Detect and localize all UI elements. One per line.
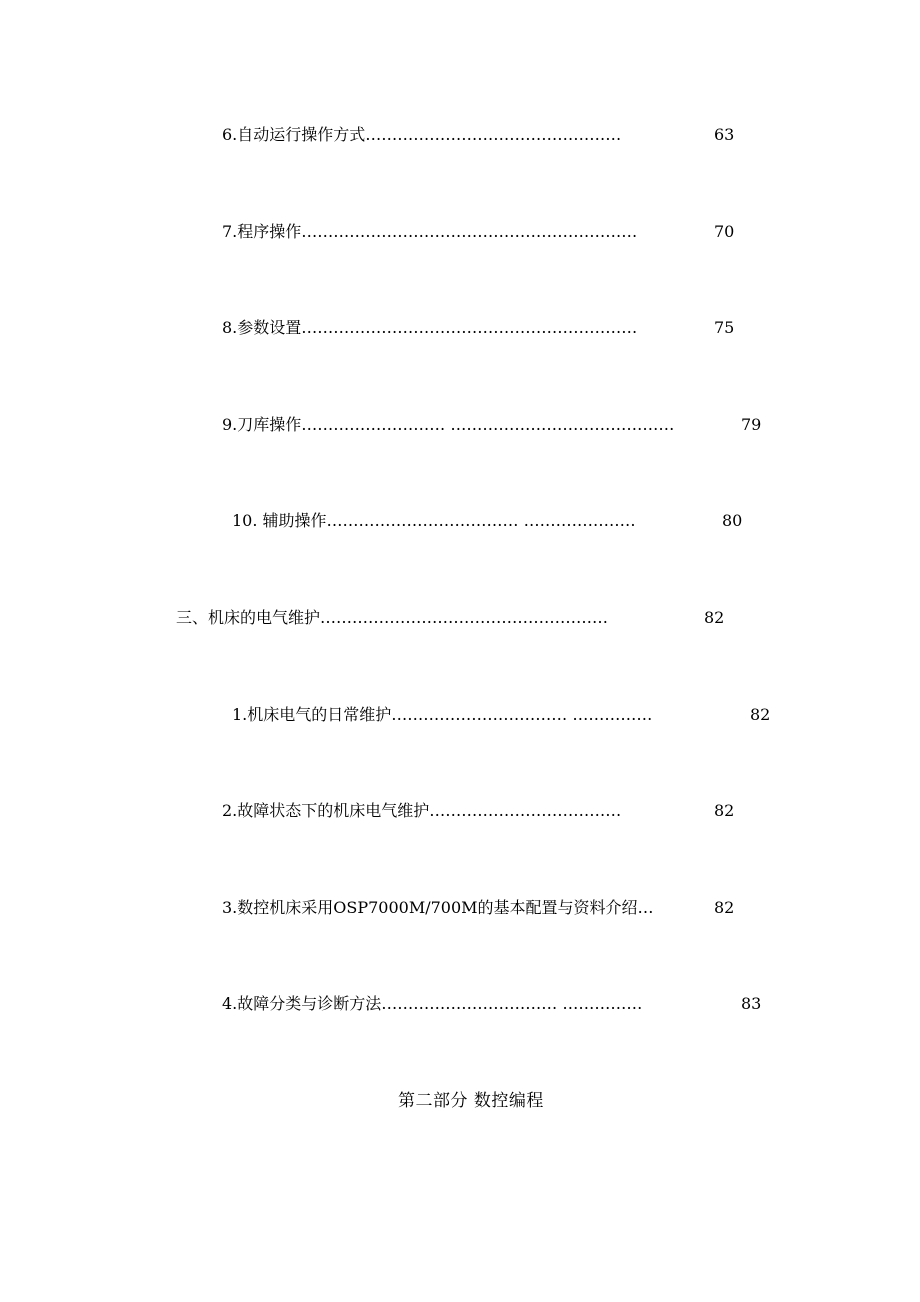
toc-entry-8	[222, 317, 637, 339]
toc-page-number: 82	[714, 801, 735, 820]
toc-entry-6	[222, 124, 621, 146]
toc-page-number: 83	[741, 994, 762, 1013]
toc-entry-9	[222, 414, 674, 436]
toc-page-number: 80	[722, 511, 743, 530]
toc-entry-3-2	[222, 800, 621, 822]
toc-section-3	[176, 607, 608, 629]
toc-page-number: 82	[750, 705, 771, 724]
toc-entry-7	[222, 221, 637, 243]
toc-page-number: 75	[714, 318, 735, 337]
toc-page-number: 70	[714, 222, 735, 241]
toc-entry-text: 4.故障分类与诊断方法…………………………… ……………	[222, 994, 643, 1013]
toc-entry-text: 2.故障状态下的机床电气维护………………………………	[222, 801, 622, 820]
toc-entry-text: 7.程序操作………………………………………………………	[222, 222, 638, 241]
toc-entry-text: 1.机床电气的日常维护…………………………… ……………	[232, 705, 653, 724]
toc-entry-text: 6.自动运行操作方式…………………………………………	[222, 125, 622, 144]
toc-entry-text: 三、机床的电气维护………………………………………………	[176, 608, 609, 627]
toc-entry-text: 3.数控机床采用OSP7000M/700M的基本配置与资料介绍…	[222, 898, 654, 917]
toc-entry-3-4	[222, 993, 642, 1015]
toc-entry-3-3	[222, 897, 654, 919]
toc-page-number: 79	[741, 415, 762, 434]
toc-page-number: 82	[714, 898, 735, 917]
toc-entry-text: 8.参数设置………………………………………………………	[222, 318, 638, 337]
toc-page-number: 63	[714, 125, 735, 144]
toc-page-number: 82	[704, 608, 725, 627]
part-heading: 第二部分 数控编程	[398, 1091, 544, 1111]
toc-entry-3-1	[232, 704, 652, 726]
toc-entry-text: 9.刀库操作……………………… ……………………………………	[222, 415, 675, 434]
toc-entry-10	[232, 510, 636, 532]
toc-entry-text: 10. 辅助操作……………………………… …………………	[232, 511, 636, 530]
